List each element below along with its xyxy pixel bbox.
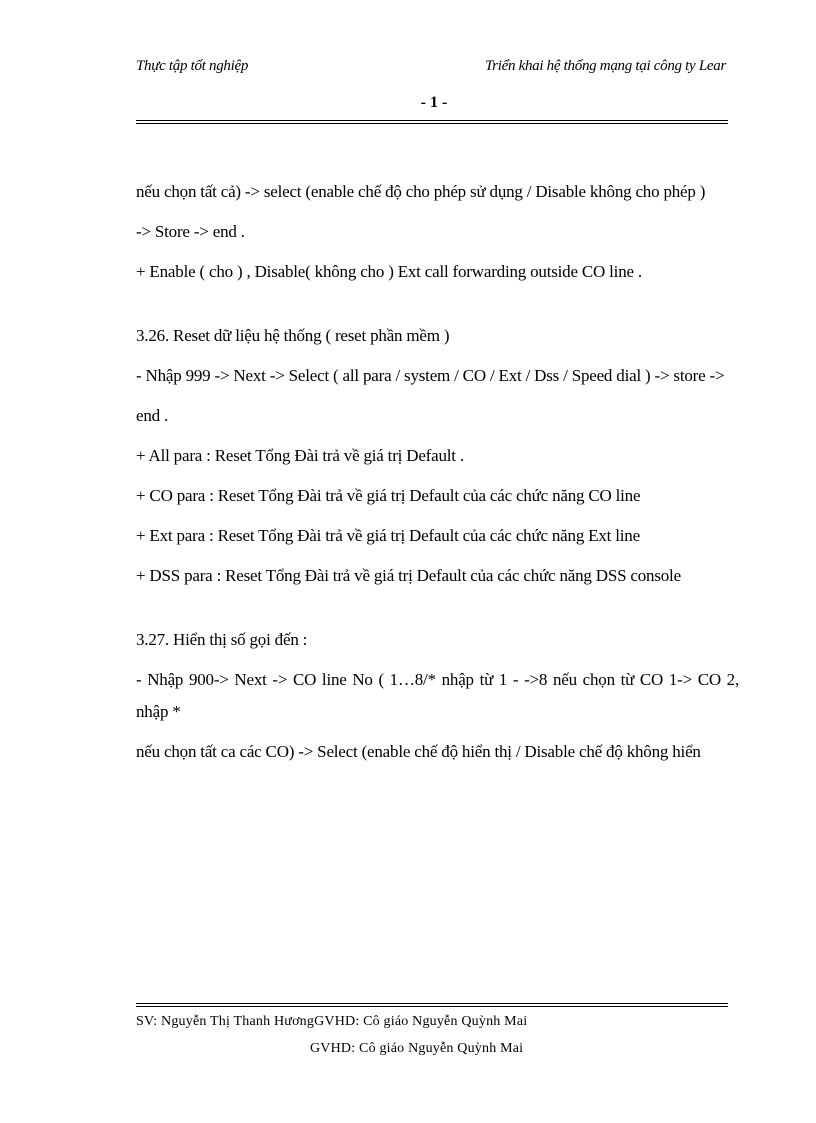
paragraph: - Nhập 900-> Next -> CO line No ( 1…8/* nhập từ 1 - ->8 nếu chọn từ CO 1-> CO 2, nhập *	[136, 670, 739, 721]
paragraph: end .	[136, 406, 169, 425]
footer-divider	[136, 1003, 728, 1007]
header-right-title: Triển khai hệ thống mạng tại công ty Lear	[484, 58, 726, 74]
header-left-title: Thực tập tốt nghiệp	[136, 58, 249, 74]
header-divider	[136, 120, 728, 124]
footer-student-line: SV: Nguyễn Thị Thanh HươngGVHD: Cô giáo Nguyễn Quỳnh Mai	[136, 1014, 528, 1029]
paragraph: nếu chọn tất ca các CO) -> Select (enable chế độ hiển thị / Disable chế độ không hiển	[136, 742, 701, 761]
page-content	[136, 176, 739, 776]
section-heading-3-27: 3.27. Hiển thị số gọi đến :	[136, 630, 308, 649]
paragraph: nếu chọn tất cả) -> select (enable chế độ cho phép sử dụng / Disable không cho phép )	[136, 182, 706, 201]
paragraph: + CO para : Reset Tổng Đài trả về giá trị Default của các chức năng CO line	[136, 486, 641, 505]
section-heading-3-26: 3.26. Reset dữ liệu hệ thống ( reset phần mềm )	[136, 326, 450, 345]
paragraph: + Enable ( cho ) , Disable( không cho ) Ext call forwarding outside CO line .	[136, 262, 642, 281]
page-number: - 1 -	[420, 94, 448, 111]
footer-advisor-line: GVHD: Cô giáo Nguyễn Quỳnh Mai	[310, 1041, 524, 1056]
paragraph: + Ext para : Reset Tổng Đài trả về giá trị Default của các chức năng Ext line	[136, 526, 640, 545]
paragraph: + DSS para : Reset Tổng Đài trả về giá trị Default của các chức năng DSS console	[136, 566, 681, 585]
paragraph: - Nhập 999 -> Next -> Select ( all para / system / CO / Ext / Dss / Speed dial ) -> store ->	[136, 366, 725, 385]
paragraph: -> Store -> end .	[136, 222, 245, 241]
paragraph: + All para : Reset Tổng Đài trả về giá trị Default .	[136, 446, 464, 465]
